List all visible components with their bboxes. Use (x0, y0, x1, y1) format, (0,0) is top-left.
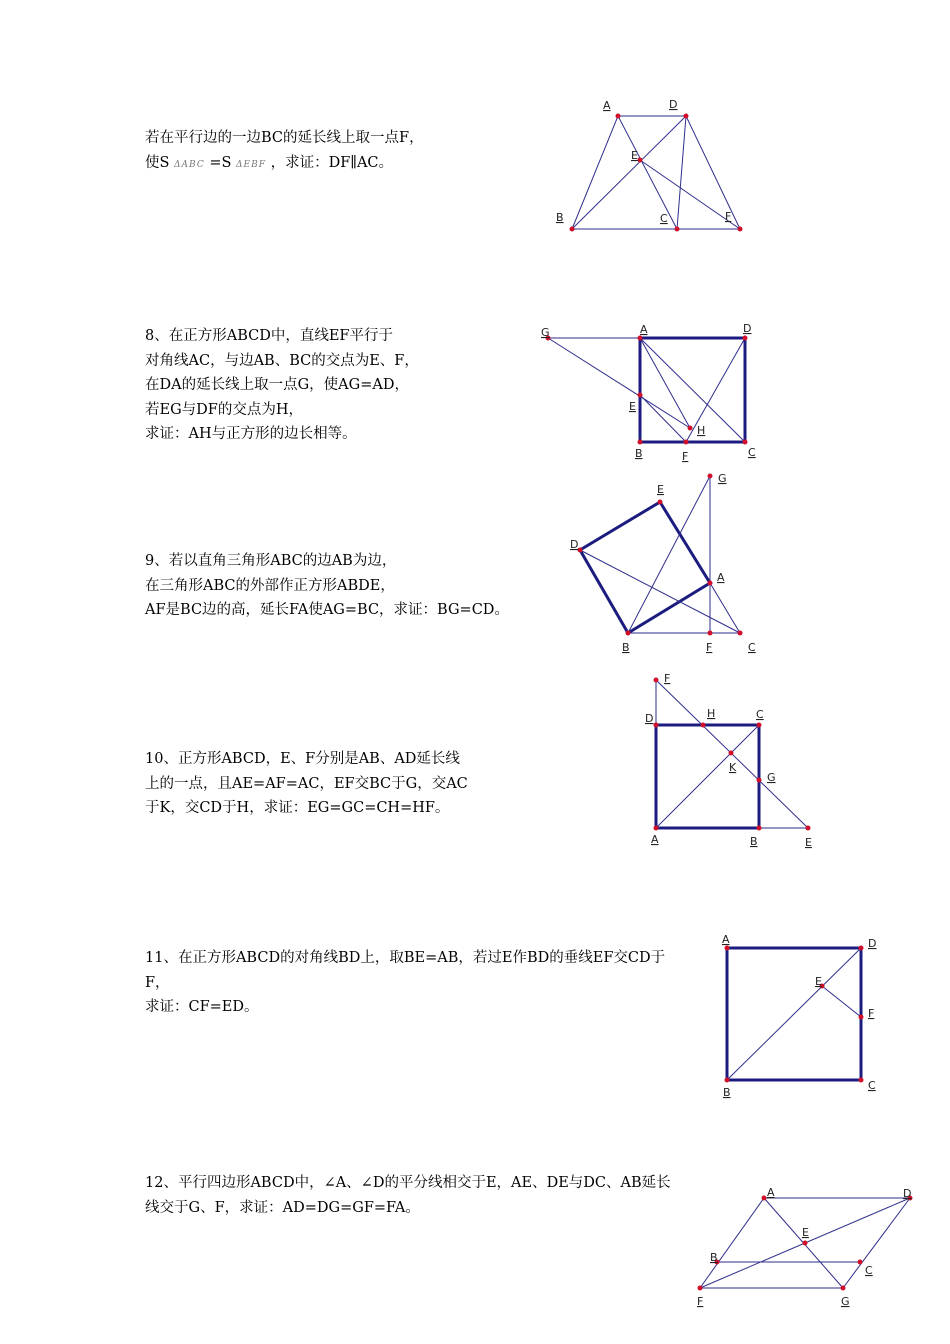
label-A: A (640, 323, 648, 336)
label-E: E (631, 149, 638, 162)
figure-12 (690, 1182, 930, 1312)
problem-8-line-5: 求证：AH与正方形的边长相等。 (145, 426, 357, 442)
label-F: F (868, 1007, 875, 1020)
problem-7 (145, 126, 424, 177)
label-B: B (750, 835, 758, 848)
label-H: H (697, 424, 706, 437)
label-E: E (657, 483, 664, 496)
label-F: F (697, 1295, 704, 1308)
label-A: A (651, 833, 659, 846)
problem-11-line-3: 求证：CF=ED。 (145, 999, 259, 1015)
problem-7-conclusion: ，求证：DF∥AC。 (265, 154, 394, 171)
label-E: E (629, 400, 636, 413)
label-D: D (743, 322, 752, 335)
label-F: F (664, 672, 671, 685)
problem-8-line-1: 8、在正方形ABCD中，直线EF平行于 (145, 328, 393, 344)
problem-9-line-2: 在三角形ABC的外部作正方形ABDE， (145, 577, 395, 594)
figure-8 (535, 318, 765, 468)
figure-10 (640, 668, 825, 853)
figure-9 (560, 468, 765, 658)
label-C: C (865, 1264, 873, 1277)
problem-8-line-3: 在DA的延长线上取一点G，使AG=AD， (145, 377, 409, 393)
label-D: D (645, 712, 654, 725)
label-D: D (669, 98, 678, 111)
label-F: F (725, 210, 732, 223)
label-B: B (723, 1086, 731, 1099)
problem-10 (145, 747, 468, 821)
problem-9-line-3: AF是BC边的高，延长FA使AG=BC，求证：BG=CD。 (145, 602, 509, 618)
label-F: F (706, 641, 713, 654)
problem-8 (145, 324, 419, 447)
label-D: D (903, 1187, 912, 1200)
label-G: G (841, 1295, 850, 1308)
problem-10-line-2: 上的一点，且AE=AF=AC，EF交BC于G，交AC (145, 775, 468, 792)
area-subscript-ebf: ΔEBF (236, 159, 266, 170)
problem-10-line-1: 10、正方形ABCD，E、F分别是AB、AD延长线 (145, 751, 460, 767)
problem-10-line-3: 于K，交CD于H，求证：EG=GC=CH=HF。 (145, 800, 450, 816)
label-K: K (729, 761, 737, 774)
label-B: B (635, 447, 643, 460)
problem-11-line-1: 11、在正方形ABCD的对角线BD上，取BE=AB，若过E作BD的垂线EF交CD于 (145, 950, 666, 966)
label-G: G (541, 326, 550, 339)
label-B: B (622, 641, 630, 654)
label-G: G (767, 771, 776, 784)
label-A: A (717, 571, 725, 584)
label-G: G (718, 472, 727, 485)
area-subscript-abc: ΔABC (174, 159, 205, 170)
problem-8-line-4: 若EG与DF的交点为H， (145, 401, 303, 418)
problem-11 (145, 946, 665, 1020)
label-C: C (748, 446, 756, 459)
problem-12-line-1: 12、平行四边形ABCD中，∠A、∠D的平分线相交于E，AE、DE与DC、AB延长 (145, 1175, 671, 1191)
problem-7-line-2 (145, 151, 424, 178)
label-D: D (868, 937, 877, 950)
problem-11-line-2: F， (145, 974, 170, 991)
label-B: B (710, 1251, 718, 1264)
label-C: C (748, 641, 756, 654)
label-C: C (660, 212, 668, 225)
problem-12 (145, 1171, 671, 1220)
label-E: E (802, 1226, 809, 1239)
label-D: D (570, 538, 579, 551)
problem-12-line-2: 线交于G、F，求证：AD=DG=GF=FA。 (145, 1199, 420, 1216)
label-A: A (603, 99, 611, 112)
problem-9-line-1: 9、若以直角三角形ABC的边AB为边， (145, 553, 397, 569)
area-equals: =S (209, 154, 237, 171)
problem-7-line-1: 若在平行边的一边BC的延长线上取一点F， (145, 130, 424, 146)
label-B: B (556, 211, 564, 224)
label-C: C (756, 708, 764, 721)
label-E: E (815, 975, 822, 988)
area-prefix: 使S (145, 154, 175, 171)
problem-8-line-2: 对角线AC，与边AB、BC的交点为E、F， (145, 352, 419, 369)
label-A: A (722, 933, 730, 946)
label-F: F (682, 450, 689, 463)
label-H: H (707, 707, 716, 720)
label-E: E (805, 836, 812, 849)
figure-7 (540, 90, 760, 250)
label-A: A (767, 1186, 775, 1199)
figure-11 (715, 928, 885, 1103)
label-C: C (868, 1079, 876, 1092)
problem-9 (145, 549, 509, 623)
